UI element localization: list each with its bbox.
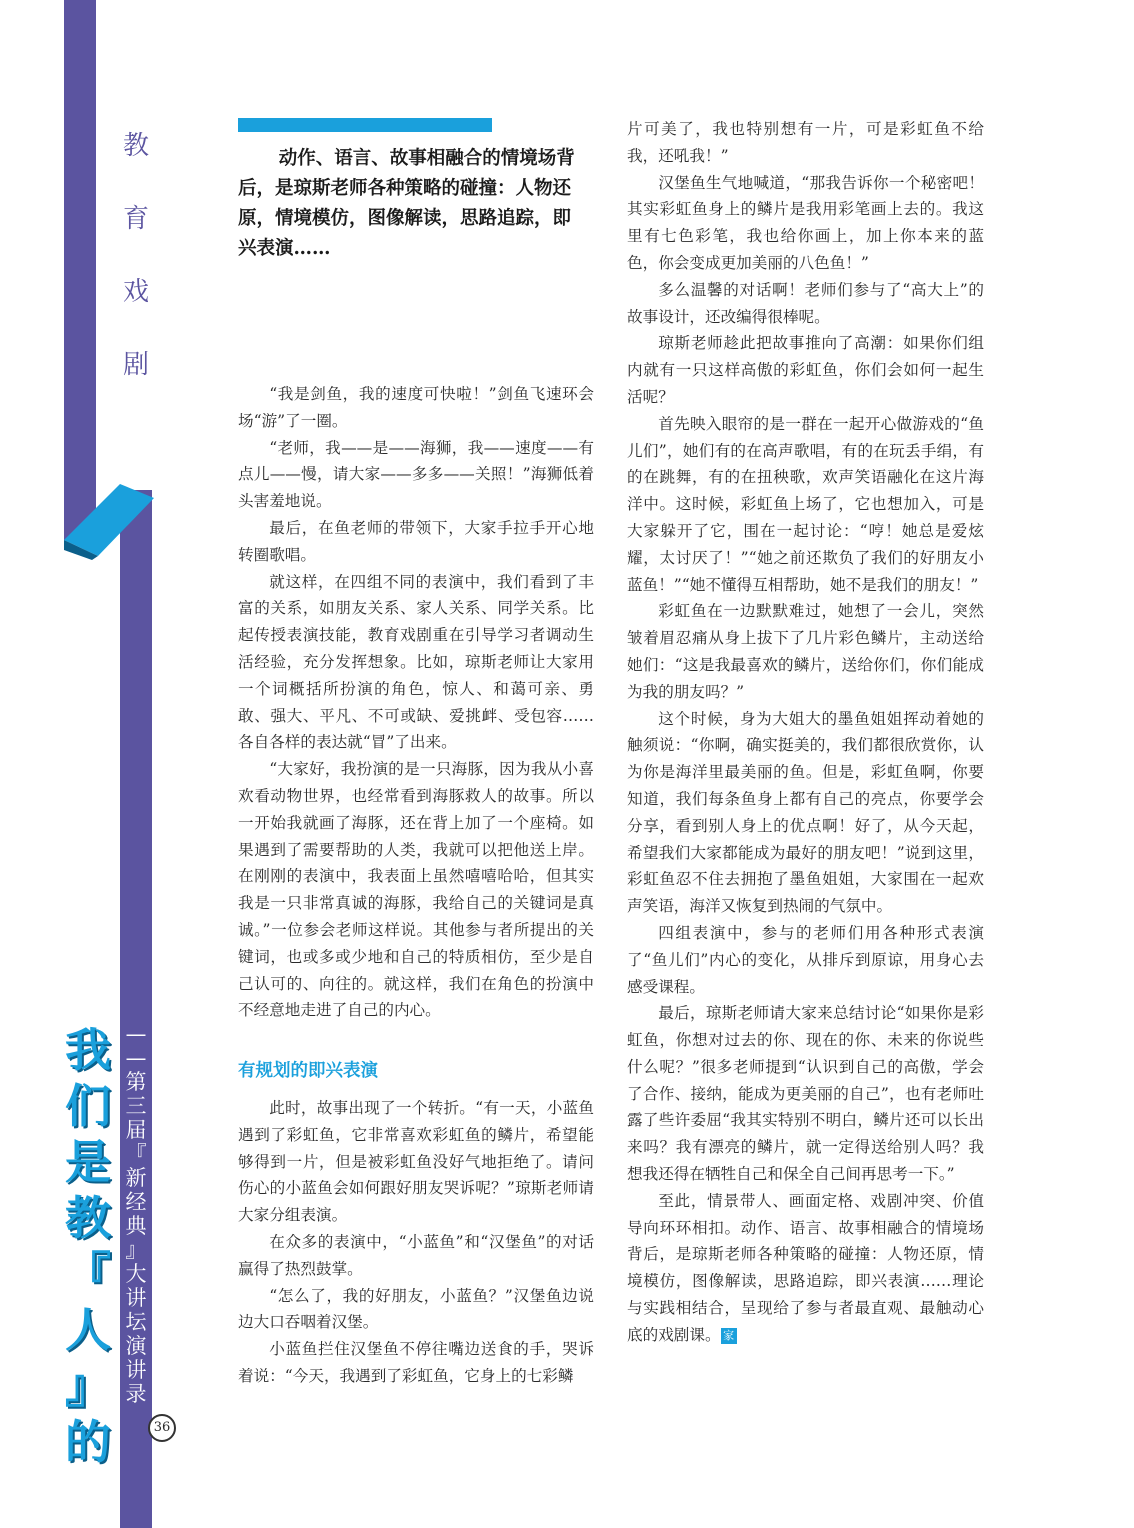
paragraph: 最后，琼斯老师请大家来总结讨论“如果你是彩虹鱼，你想对过去的你、现在的你、未来的你说些什么呢？”很多老师提到“认识到自己的高傲，学会了合作、接纳，能成为更美丽的自己”，也有老师吐露了些许委屈“我其实特别不明白，鳞片还可以长出来吗？我有漂亮的鳞片，就一定得送给别人吗？我想我还得在牺牲自己和保全自己间再思考一下。”: [627, 1004, 984, 1184]
column-label: 教 育 戏 剧: [122, 131, 149, 380]
pull-quote: 动作、语言、故事相融合的情境场背后，是琼斯老师各种策略的碰撞：人物还原，情境模仿，图像解读，思路追踪，即兴表演……: [238, 148, 575, 259]
paragraph: 彩虹鱼在一边默默难过，她想了一会儿，突然皱着眉忍痛从身上拔下了几片彩色鳞片，主动送给她们：“这是我最喜欢的鳞片，送给你们，你们能成为我的朋友吗？”: [627, 602, 984, 701]
paragraph: 就这样，在四组不同的表演中，我们看到了丰富的关系，如朋友关系、家人关系、同学关系。比起传授表演技能，教育戏剧重在引导学习者调动生活经验，充分发挥想象。比如，琼斯老师让大家用一个词概括所扮演的角色，惊人、和蔼可亲、勇敢、强大、平凡、不可或缺、爱挑衅、受包容……各自各样的表达就“冒”了出来。: [238, 572, 594, 752]
paragraph: “怎么了，我的好朋友，小蓝鱼？”汉堡鱼边说边大口吞咽着汉堡。: [238, 1286, 594, 1332]
sidebar-diagonal-decoration: [64, 480, 154, 560]
paragraph: 在众多的表演中，“小蓝鱼”和“汉堡鱼”的对话赢得了热烈鼓掌。: [238, 1232, 594, 1278]
pull-quote-accent-bar: [238, 118, 492, 132]
page-number: 36: [148, 1414, 176, 1442]
paragraph: 这个时候，身为大姐大的墨鱼姐姐挥动着她的触须说：“你啊，确实挺美的，我们都很欣赏你，认为你是海洋里最美丽的鱼。但是，彩虹鱼啊，你要知道，我们每条鱼身上都有自己的亮点，你要学会分享，看到别人身上的优点啊！好了，从今天起，希望我们大家都能成为最好的朋友吧！”说到这里，彩虹鱼忍不住去拥抱了墨鱼姐姐，大家围在一起欢声笑语，海洋又恢复到热闹的气氛中。: [627, 709, 984, 916]
vertical-series-subtitle: — — 第 三 届 『 新 经 典 』 大 讲 坛 演 讲 录: [125, 1022, 147, 1406]
end-mark-icon: 家: [721, 1328, 737, 1344]
paragraph: 首先映入眼帘的是一群在一起开心做游戏的“鱼儿们”，她们有的在高声歌唱，有的在玩丢手绢，有的在跳舞，有的在扭秧歌，欢声笑语融化在这片海洋中。这时候，彩虹鱼上场了，它也想加入，可是大家躲开了它，围在一起讨论：“哼！她总是爱炫耀，太讨厌了！”“她之前还欺负了我们的好朋友小蓝鱼！”“她不懂得互相帮助，她不是我们的朋友！”: [627, 414, 984, 594]
paragraph: 最后，在鱼老师的带领下，大家手拉手开心地转圈歌唱。: [238, 518, 594, 564]
sidebar-band-upper: [64, 0, 96, 540]
text-column-right: [627, 116, 984, 1349]
paragraph: 此时，故事出现了一个转折。“有一天，小蓝鱼遇到了彩虹鱼，它非常喜欢彩虹鱼的鳞片，希望能够得到一片，但是被彩虹鱼没好气地拒绝了。请问伤心的小蓝鱼会如何跟好朋友哭诉呢？”琼斯老师请大家分组表演。: [238, 1098, 594, 1225]
vertical-series-title: 我 们 是 教 『 人 』 的: [65, 1023, 111, 1469]
paragraph: “大家好，我扮演的是一只海豚，因为我从小喜欢看动物世界，也经常看到海豚救人的故事。所以一开始我就画了海豚，还在背上加了一个座椅。如果遇到了需要帮助的人类，我就可以把他送上岸。在刚刚的表演中，我表面上虽然嘻嘻哈哈，但其实我是一只非常真诚的海豚，我给自己的关键词是真诚。”一位参会老师这样说。其他参与者所提出的关键词，也或多或少地和自己的特质相仿，至少是自己认可的、向往的。就这样，我们在角色的扮演中不经意地走进了自己的内心。: [238, 760, 594, 1020]
paragraph: 四组表演中，参与的老师们用各种形式表演了“鱼儿们”内心的变化，从排斥到原谅，用身心去感受课程。: [627, 923, 984, 996]
section-heading: 有规划的即兴表演: [238, 1061, 378, 1082]
paragraph: “老师，我——是——海狮，我——速度——有点儿——慢，请大家——多多——关照！”海狮低着头害羞地说。: [238, 438, 594, 511]
paragraph: 琼斯老师趁此把故事推向了高潮：如果你们组内就有一只这样高傲的彩虹鱼，你们会如何一起生活呢？: [627, 334, 984, 406]
text-column-left: [238, 381, 594, 1390]
final-paragraph: 至此，情景带人、画面定格、戏剧冲突、价值导向环环相扣。动作、语言、故事相融合的情境场背后，是琼斯老师各种策略的碰撞：人物还原，情境模仿，图像解读，思路追踪，即兴表演……理论与实践相结合，呈现给了参与者最直观、最触动心底的戏剧课。 家: [627, 1191, 984, 1344]
paragraph: 多么温馨的对话啊！老师们参与了“高大上”的故事设计，还改编得很棒呢。: [627, 280, 984, 326]
paragraph: “我是剑鱼，我的速度可快啦！”剑鱼飞速环会场“游”了一圈。: [238, 385, 594, 430]
paragraph: 汉堡鱼生气地喊道，“那我告诉你一个秘密吧！其实彩虹鱼身上的鳞片是我用彩笔画上去的。我这里有七色彩笔，我也给你画上，加上你本来的蓝色，你会变成更加美丽的八色鱼！”: [627, 173, 984, 272]
paragraph: 小蓝鱼拦住汉堡鱼不停往嘴边送食的手，哭诉着说：“今天，我遇到了彩虹鱼，它身上的七彩鳞: [238, 1340, 594, 1385]
paragraph-continued: 片可美了，我也特别想有一片，可是彩虹鱼不给我，还吼我！”: [627, 120, 984, 165]
